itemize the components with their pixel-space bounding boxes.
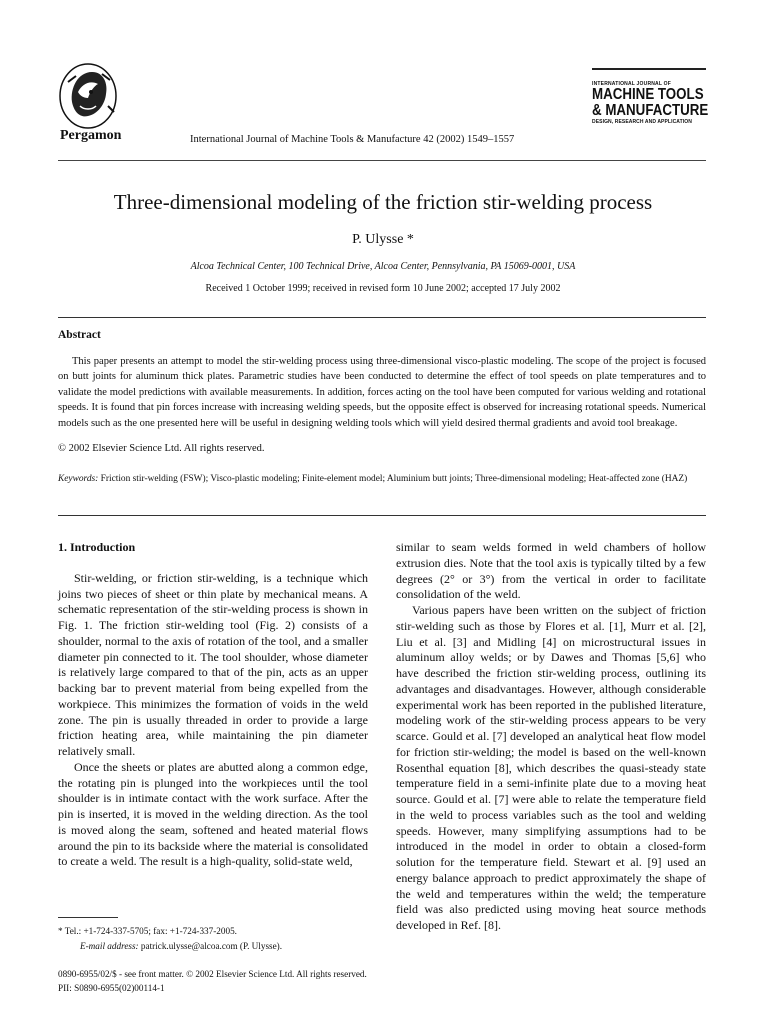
masthead-line2: & MANUFACTURE bbox=[592, 102, 709, 119]
article-author: P. Ulysse * bbox=[352, 232, 414, 247]
section-heading: 1. Introduction bbox=[58, 540, 136, 554]
keywords-label: Keywords: bbox=[58, 474, 99, 484]
footer-pii: PII: S0890-6955(02)00114-1 bbox=[58, 982, 165, 993]
received-dates: Received 1 October 1999; received in revised form 10 June 2002; accepted 17 July 2002 bbox=[205, 283, 561, 294]
footnote-rule bbox=[58, 917, 118, 918]
masthead-rule bbox=[592, 68, 706, 70]
paragraph: Stir-welding, or friction stir-welding, is a technique which joins two pieces of sheet or thin plate by mechanical means. A schematic representation of the stir-welding process is shown in Fig. 1. The friction stir-welding tool (Fig. 2) consists of a shoulder, normal to the axis of rotation of the tool, and a smaller diameter pin connected to it. The tool shoulder, whose diameter is relatively large compared to that of the pin, acts as an upper backing bar to prevent material from being expelled from the workpiece. This minimizes the formation of voids in the weld zone. The pin is usually threaded in order to provide a large friction heating area, while maintaining the pin diameter relatively small. bbox=[58, 570, 368, 758]
header-divider bbox=[58, 160, 706, 161]
email-link[interactable]: patrick.ulysse@alcoa.com (P. Ulysse). bbox=[140, 940, 283, 951]
author-affiliation: Alcoa Technical Center, 100 Technical Drive, Alcoa Center, Pennsylvania, PA 15069-0001, USA bbox=[190, 261, 576, 272]
keywords-list: Friction stir-welding (FSW); Visco-plastic modeling; Finite-element model; Aluminium butt joints; Three-dimensional modeling; Heat-affected zone (HAZ) bbox=[100, 474, 688, 484]
publisher-logo bbox=[58, 62, 118, 130]
email-label: E-mail address: bbox=[80, 940, 139, 951]
footnote-contact: * Tel.: +1-724-337-5705; fax: +1-724-337-2005. bbox=[58, 926, 237, 936]
paragraph: Various papers have been written on the subject of friction stir-welding such as those by Flores et al. [1], Murr et al. [2], Liu et al. [3] and Midling [4] on microstructural issues in aluminum alloy welds; or by Dawes and Thomas [5,6] who have described the friction stir-welding process, outlining its advantages and disadvantages. However, although considerable experimental work has been reported in the published literature, modeling work of the stir-welding process appears to be very scarce. Gould et al. [7] developed an analytical heat flow model for friction stir-welding; the model is based on the well-known Rosenthal equation [8], which describes the quasi-steady state temperature field in a semi-infinite plate due to a moving heat source. Gould et al. [7] were able to relate the temperature field in the weld to process variables such as the tool and welding speeds. However, many simplifying assumptions had to be introduced in the model in order to obtain a closed-form solution for the temperature field. Stewart et al. [9] used an energy balance approach to predict approximately the shape of the weld and temperatures within the weld; the temperature field was also predicted using moving heat source methods developed in Ref. [8]. bbox=[396, 603, 706, 932]
footnote-email-line bbox=[58, 939, 282, 954]
publisher-name: Pergamon bbox=[60, 128, 122, 143]
footer-frontmatter: 0890-6955/02/$ - see front matter. © 2002 Elsevier Science Ltd. All rights reserved. bbox=[58, 969, 367, 979]
article-title: Three-dimensional modeling of the friction stir-welding process bbox=[113, 190, 653, 214]
abstract-top-rule bbox=[58, 317, 706, 318]
masthead-kicker: INTERNATIONAL JOURNAL OF bbox=[592, 81, 671, 87]
masthead-line1: MACHINE TOOLS bbox=[592, 86, 704, 103]
footnote bbox=[58, 924, 282, 953]
abstract-copyright: © 2002 Elsevier Science Ltd. All rights reserved. bbox=[58, 443, 265, 454]
keywords bbox=[58, 472, 706, 486]
journal-citation: International Journal of Machine Tools & Manufacture 42 (2002) 1549–1557 bbox=[190, 134, 515, 145]
masthead-subline: DESIGN, RESEARCH AND APPLICATION bbox=[592, 119, 692, 125]
paragraph: similar to seam welds formed in weld chambers of hollow extrusion dies. Note that the tool axis is typically tilted by a few degrees (2° or 3°) from the vertical in order to facilitate consolidation of the weld. bbox=[396, 540, 706, 602]
journal-masthead bbox=[592, 68, 709, 125]
abstract-bottom-rule bbox=[58, 515, 706, 516]
left-column bbox=[58, 540, 368, 870]
abstract-heading: Abstract bbox=[58, 329, 101, 341]
abstract-text: This paper presents an attempt to model the stir-welding process using three-dimensional visco-plastic modeling. The scope of the project is focused on butt joints for aluminum thick plates. Parametric studies have been conducted to determine the effect of tool speeds on plate temperatures and to validate the model predictions with available measurements. In addition, forces acting on the tool have been computed for various welding and rotational speeds. It is found that pin forces increase with increasing welding speeds, but the opposite effect is observed for increasing rotational speeds. Numerical models such as the one presented here will be useful in designing welding tools which will yield desired thermal gradients and avoid tool breakage. bbox=[58, 356, 706, 429]
right-column bbox=[396, 540, 706, 934]
paragraph: Once the sheets or plates are abutted along a common edge, the rotating pin is plunged into the workpieces until the tool shoulder is in intimate contact with the work surface. After the pin is inserted, it is moved in the welding direction. As the tool is moved along the seam, softened and heated material flows around the pin to its backside where the material is consolidated to create a weld. The result is a high-quality, solid-state weld, bbox=[58, 759, 368, 869]
page-footer bbox=[58, 968, 367, 995]
